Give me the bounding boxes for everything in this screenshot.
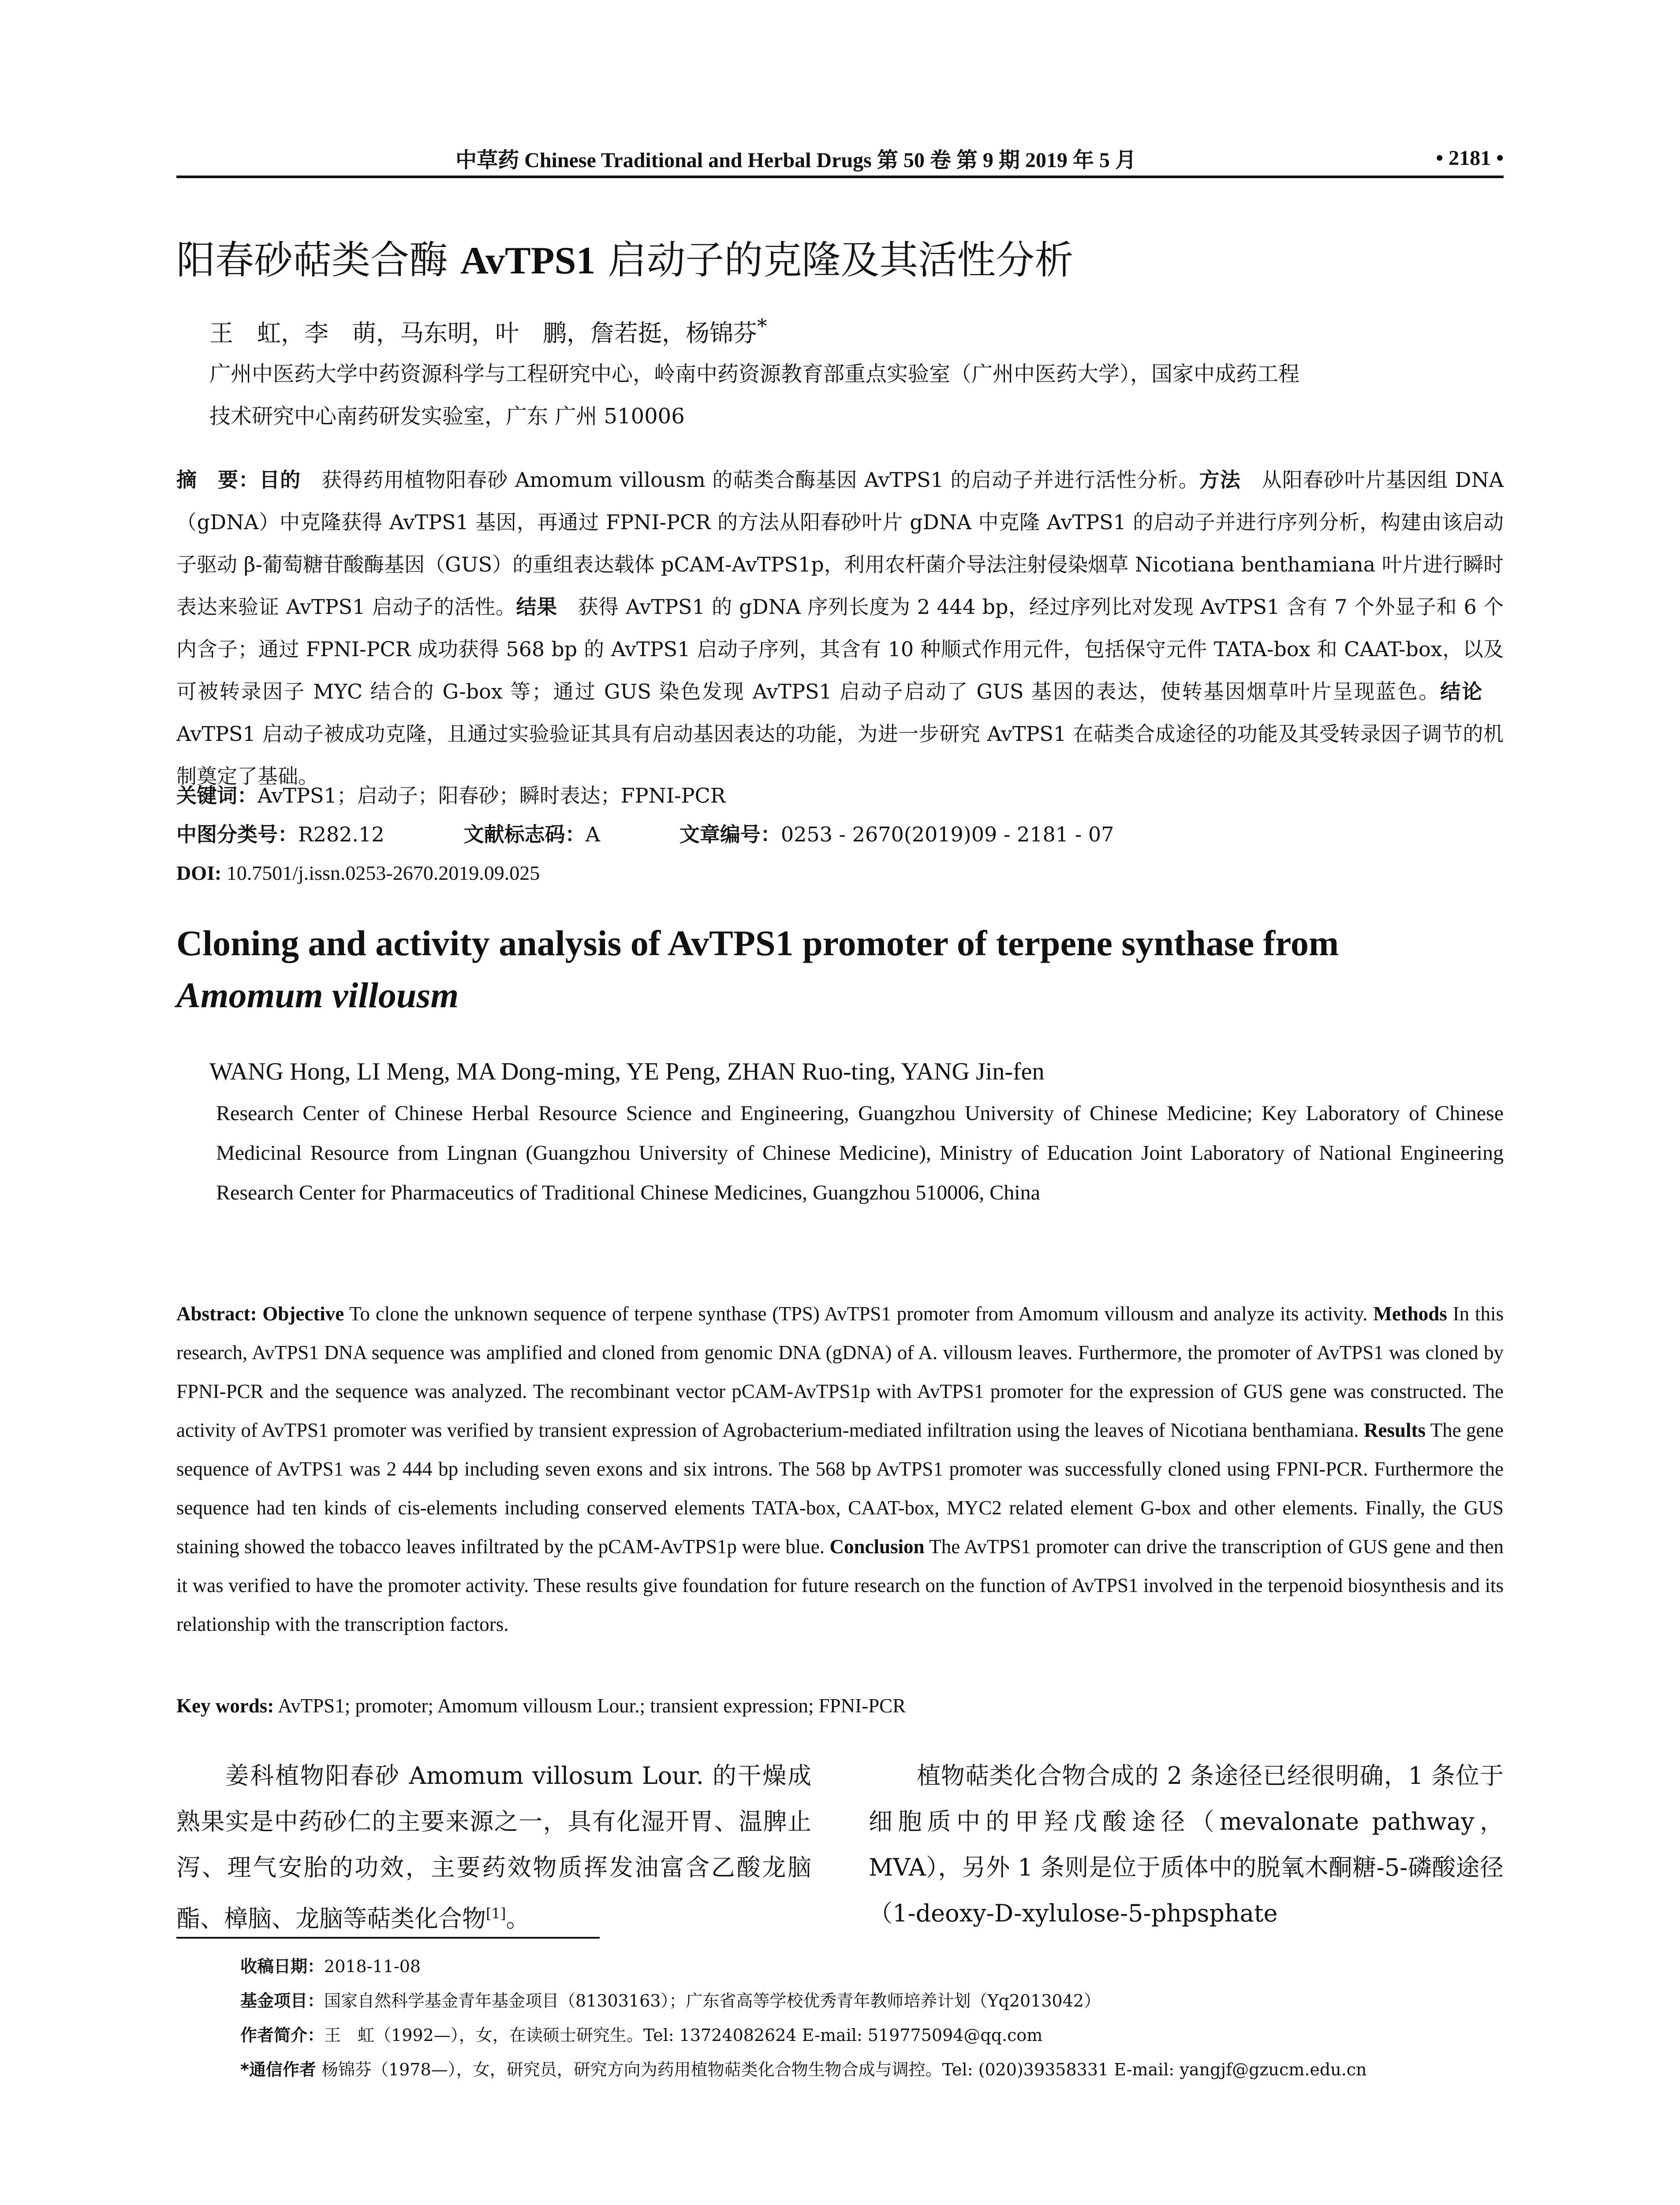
en-methods-label: Methods (1373, 1303, 1447, 1325)
en-affiliation: Research Center of Chinese Herbal Resource Science and Engineering, Guangzhou University of Chinese Medicine; Key Laboratory of Chinese Medicinal Resource from Lingnan (Guangzhou University of Chinese Medicine), Ministry of Education Joint Laboratory of National Engineering Research Center for Pharmaceutics of Traditional Chinese Medicines, Guangzhou 510006, China (216, 1102, 1504, 1204)
body-paragraph-right: 植物萜类化合物合成的 2 条途径已经很明确，1 条位于细胞质中的甲羟戊酸途径（mevalonate pathway，MVA），另外 1 条则是位于质体中的脱氧木酮糖-5-磷酸途径（1-deoxy-D-xylulose-5-phpsphate (869, 1762, 1504, 1927)
corresponding-mark: * (757, 314, 767, 338)
body-left-column: 姜科植物阳春砂 Amomum villosum Lour. 的干燥成熟果实是中药砂仁的主要来源之一，具有化湿开胃、温脾止泻、理气安胎的功效，主要药效物质挥发油富含乙酸龙脑酯、樟脑、龙脑等萜类化合物[1]。 (176, 1762, 811, 1932)
journal-info: 中草药 Chinese Traditional and Herbal Drugs 第 50 卷 第 9 期 2019 年 5 月 (455, 148, 1136, 172)
cn-objective: 获得药用植物阳春砂 Amomum villousm 的萜类合酶基因 AvTPS1 的启动子并进行活性分析。 (301, 468, 1199, 492)
cn-title: 阳春砂萜类合酶 AvTPS1 启动子的克隆及其活性分析 (176, 237, 1074, 283)
document-code: A (585, 822, 600, 846)
en-authors: WANG Hong, LI Meng, MA Dong-ming, YE Peng, ZHAN Ruo-ting, YANG Jin-fen (209, 1058, 1045, 1085)
en-abstract-label: Abstract: Objective (176, 1303, 344, 1325)
cn-methods-label: 方法 (1199, 468, 1241, 492)
body-paragraph-left: 姜科植物阳春砂 Amomum villosum Lour. 的干燥成熟果实是中药砂仁的主要来源之一，具有化湿开胃、温脾止泻、理气安胎的功效，主要药效物质挥发油富含乙酸龙脑酯、樟脑、龙脑等萜类化合物 (176, 1762, 811, 1932)
en-keywords: Key words: AvTPS1; promoter; Amomum villousm Lour.; transient expression; FPNI-PCR (176, 1695, 906, 1717)
page-number: • 2181 • (1436, 146, 1504, 170)
en-methods: In this research, AvTPS1 DNA sequence was amplified and cloned from genomic DNA (gDNA) of A. villousm leaves. Furthermore, the promoter of AvTPS1 was cloned by FPNI-PCR and the sequence was analyzed. The recombinant vector pCAM-AvTPS1p with AvTPS1 promoter for the expression of GUS gene was constructed. The activity of AvTPS1 promoter was verified by transient expression of Agrobacterium-mediated infiltration using the leaves of Nicotiana benthamiana. (176, 1303, 1504, 1441)
cn-keywords: 关键词：AvTPS1；启动子；阳春砂；瞬时表达；FPNI-PCR (176, 784, 726, 807)
cn-classification: 中图分类号：R282.12 文献标志码：A 文章编号：0253 - 2670(2019)09 - 2181 - 07 (176, 822, 1114, 846)
running-header (176, 140, 1504, 178)
en-conclusion: The AvTPS1 promoter can drive the transcription of GUS gene and then it was verified to have the promoter activity. These results give foundation for future research on the function of AvTPS1 involved in the terpenoid biosynthesis and its relationship with the transcription factors. (176, 1536, 1504, 1635)
en-abstract (176, 1294, 1504, 1644)
en-title: Cloning and activity analysis of AvTPS1 promoter of terpene synthase from Amomum villousm (176, 923, 1339, 1015)
cn-authors: 王 虹，李 萌，马东明，叶 鹏，詹若挺，杨锦芬* (209, 314, 767, 347)
footnote-divider (176, 1937, 600, 1939)
en-conclusion-label: Conclusion (829, 1536, 925, 1558)
en-results-label: Results (1364, 1419, 1426, 1441)
body-right-column (869, 1753, 1504, 1936)
cn-objective-label: 目的 (259, 468, 301, 492)
cn-results-label: 结果 (516, 595, 557, 619)
cn-conclusion: AvTPS1 启动子被成功克隆，且通过实验验证其具有启动基因表达的功能，为进一步研究 AvTPS1 在萜类合成途径的功能及其受转录因子调节的机制奠定了基础。 (176, 680, 1504, 788)
en-title-species: Amomum villousm (176, 975, 459, 1015)
cn-conclusion-label: 结论 (1440, 680, 1484, 703)
doi-link[interactable]: 10.7501/j.issn.0253-2670.2019.09.025 (221, 862, 540, 884)
footnote-author: 作者简介：王 虹（1992—），女，在读硕士研究生。Tel: 13724082624 E-mail: 519775094@qq.com (240, 2026, 1043, 2045)
en-objective: To clone the unknown sequence of terpene synthase (TPS) AvTPS1 promoter from Amomum villousm and analyze its activity. (344, 1303, 1374, 1325)
reference-citation[interactable]: [1] (486, 1905, 506, 1922)
cn-abstract (176, 459, 1504, 797)
footnote-received: 收稿日期：2018-11-08 (240, 1957, 421, 1976)
footnote-corresponding: *通信作者 杨锦芬（1978—），女，研究员，研究方向为药用植物萜类化合物生物合成与调控。Tel: (020)39358331 E-mail: yangjf@gzucm.edu.cn (240, 2060, 1367, 2079)
en-results: The gene sequence of AvTPS1 was 2 444 bp including seven exons and six introns. The 568 bp AvTPS1 promoter was successfully cloned using FPNI-PCR. Furthermore the sequence had ten kinds of cis-elements including conserved elements TATA-box, CAAT-box, MYC2 related element G-box and other elements. Finally, the GUS staining showed the tobacco leaves infiltrated by the pCAM-AvTPS1p were blue. (176, 1419, 1504, 1558)
cn-title-gene: AvTPS1 (460, 239, 596, 282)
cn-methods: 从阳春砂叶片基因组 DNA（gDNA）中克隆获得 AvTPS1 基因，再通过 FPNI-PCR 的方法从阳春砂叶片 gDNA 中克隆 AvTPS1 的启动子并进行序列分析，构建由该启动子驱动 β-葡萄糖苷酸酶基因（GUS）的重组表达载体 pCAM-AvTPS1p，利用农杆菌介导法注射侵染烟草 Nicotiana benthamiana 叶片进行瞬时表达来验证 AvTPS1 启动子的活性。 (176, 468, 1504, 619)
cn-affiliation: 广州中医药大学中药资源科学与工程研究中心，岭南中药资源教育部重点实验室（广州中医药大学），国家中成药工程 技术研究中心南药研发实验室，广东 广州 510006 (209, 362, 1300, 429)
article-number: 0253 - 2670(2019)09 - 2181 - 07 (780, 822, 1114, 846)
clc-number: R282.12 (298, 822, 385, 846)
footnote-fund: 基金项目：国家自然科学基金青年基金项目（81303163）；广东省高等学校优秀青年教师培养计划（Yq2013042） (240, 1991, 1101, 2011)
cn-results: 获得 AvTPS1 的 gDNA 序列长度为 2 444 bp，经过序列比对发现 AvTPS1 含有 7 个外显子和 6 个内含子；通过 FPNI-PCR 成功获得 568 bp 的 AvTPS1 启动子序列，其含有 10 种顺式作用元件，包括保守元件 TATA-box 和 CAAT-box，以及可被转录因子 MYC 结合的 G-box 等；通过 GUS 染色发现 AvTPS1 启动子启动了 GUS 基因的表达，使转基因烟草叶片呈现蓝色。 (176, 595, 1504, 703)
footnotes (240, 1949, 1519, 2087)
cn-abstract-label: 摘 要： (176, 468, 260, 492)
doi-line: DOI: 10.7501/j.issn.0253-2670.2019.09.025 (176, 862, 540, 884)
